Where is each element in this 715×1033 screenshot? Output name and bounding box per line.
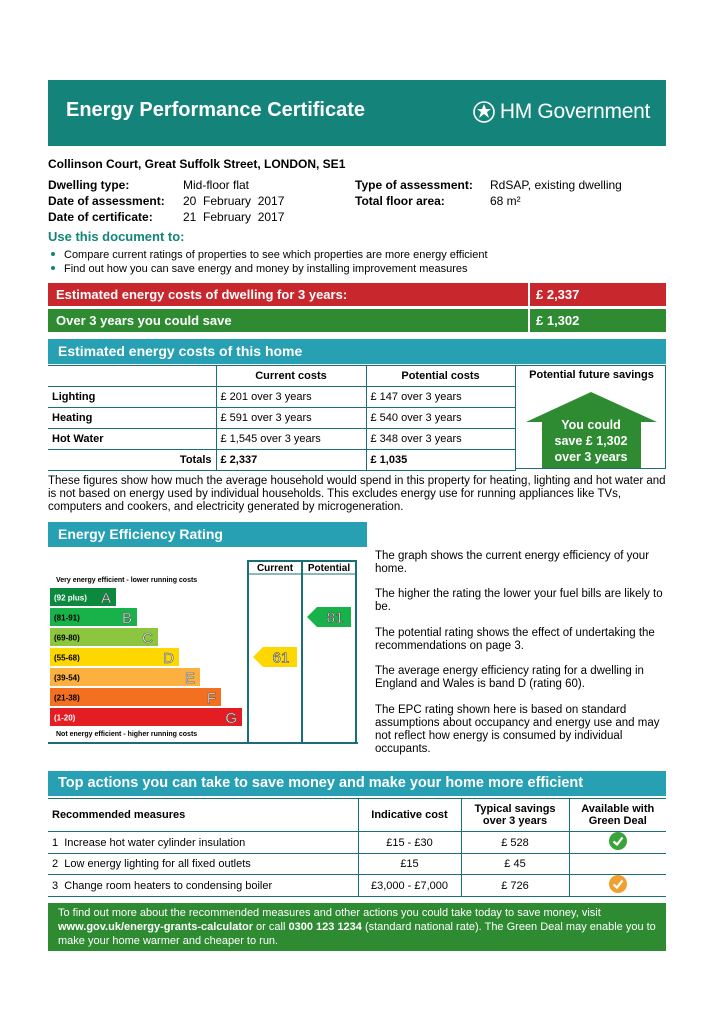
band-range-label: (39-54) <box>54 673 80 683</box>
phone-number: 0300 123 1234 <box>288 921 362 933</box>
dwelling-type-label: Dwelling type: <box>48 178 130 192</box>
table-row <box>48 875 666 897</box>
table-row <box>48 366 515 387</box>
header-savings: Typical savings over 3 years <box>461 799 569 832</box>
band-letter: A <box>100 590 111 607</box>
costs-table <box>48 365 516 471</box>
savings-house-icon <box>526 392 657 468</box>
type-assessment-value: RdSAP, existing dwelling <box>490 178 622 192</box>
estimated-cost-value: £ 2,337 <box>536 287 580 302</box>
measure-cell: 1 Increase hot water cylinder insulation <box>48 832 358 854</box>
band-range-label: (1-20) <box>54 713 76 723</box>
savings-line: over 3 years <box>554 450 628 464</box>
savings-value: £ 1,302 <box>536 313 580 328</box>
floor-area-value: 68 m² <box>490 194 521 208</box>
savings-label: Over 3 years you could save <box>56 313 232 328</box>
date-assessment-label: Date of assessment: <box>48 194 165 208</box>
band-letter: F <box>206 690 216 707</box>
measure-cell: 2 Low energy lighting for all fixed outlets <box>48 854 358 875</box>
floor-area-label: Total floor area: <box>355 194 445 208</box>
actions-section-header: Top actions you can take to save money and make your home more efficient <box>48 771 666 796</box>
band-range-label: (92 plus) <box>54 593 87 603</box>
table-row <box>48 408 515 429</box>
dwelling-type-value: Mid-floor flat <box>183 178 250 192</box>
rating-bands <box>50 588 242 727</box>
current-cost-cell: £ 591 over 3 years <box>216 408 366 429</box>
row-label: Hot Water <box>48 429 216 450</box>
use-document-title: Use this document to: <box>48 229 185 244</box>
cost-cell: £15 - £30 <box>358 832 461 854</box>
green-tick-icon <box>609 832 627 850</box>
top-efficiency-note: Very energy efficient - lower running costs <box>56 577 198 584</box>
efficiency-section-header: Energy Efficiency Rating <box>48 522 367 547</box>
efficiency-paragraph: The potential rating shows the effect of undertaking the recommendations on page 3. <box>375 627 655 652</box>
header-current-costs: Current costs <box>216 366 366 387</box>
use-bullet: Compare current ratings of properties to see which properties are more energy efficient <box>48 249 488 261</box>
saving-cell: £ 726 <box>461 875 569 897</box>
column-potential-label: Potential <box>307 563 351 574</box>
efficiency-paragraph: The average energy efficiency rating for a dwelling in England and Wales is band D (rating 60). <box>375 665 644 690</box>
band-range-label: (55-68) <box>54 653 80 663</box>
column-current-label: Current <box>256 563 294 574</box>
potential-cost-cell: £ 540 over 3 years <box>366 408 515 429</box>
savings-bar <box>48 309 666 332</box>
savings-line: You could <box>561 418 621 432</box>
property-address: Collinson Court, Great Suffolk Street, LONDON, SE1 <box>48 157 346 171</box>
table-row <box>48 450 515 471</box>
type-assessment-label: Type of assessment: <box>355 178 473 192</box>
royal-crest-icon <box>472 99 496 125</box>
measure-cell: 3 Change room heaters to condensing boiler <box>48 875 358 897</box>
efficiency-paragraph: The graph shows the current energy efficiency of your home. <box>375 550 650 575</box>
current-cost-cell: £ 201 over 3 years <box>216 387 366 408</box>
band-letter: B <box>121 610 132 627</box>
estimated-cost-label: Estimated energy costs of dwelling for 3 years: <box>56 287 348 302</box>
use-bullet: Find out how you can save energy and money by installing improvement measures <box>48 263 468 275</box>
header-potential-savings: Potential future savings <box>529 369 654 381</box>
page-title: Energy Performance Certificate <box>66 99 366 121</box>
date-assessment-value: 20 February 2017 <box>183 194 285 208</box>
totals-current: £ 2,337 <box>216 450 366 471</box>
table-row <box>48 799 666 832</box>
row-label: Heating <box>48 408 216 429</box>
cost-cell: £3,000 - £7,000 <box>358 875 461 897</box>
header-green-deal: Available with Green Deal <box>569 799 666 832</box>
green-deal-cell <box>569 854 666 875</box>
footer-note: To find out more about the recommended measures and other actions you could take today to save money, visit www.gov.uk/energy-grants-calculator or call 0300 123 1234 (standard national rate). The Green Deal may enable you to make your home warmer and cheaper to run. <box>48 903 666 951</box>
current-rating-value: 61 <box>272 649 290 667</box>
energy-grants-link[interactable]: www.gov.uk/energy-grants-calculator <box>58 921 253 933</box>
green-deal-cell <box>569 832 666 854</box>
totals-potential: £ 1,035 <box>366 450 515 471</box>
date-certificate-label: Date of certificate: <box>48 210 153 224</box>
energy-rating-chart <box>48 560 362 745</box>
potential-savings-cell <box>515 365 666 469</box>
current-cost-cell: £ 1,545 over 3 years <box>216 429 366 450</box>
band-range-label: (21-38) <box>54 693 80 703</box>
table-row <box>48 387 515 408</box>
band-range-label: (69-80) <box>54 633 80 643</box>
efficiency-paragraph: The higher the rating the lower your fuel bills are likely to be. <box>375 588 663 613</box>
band-g <box>50 708 242 726</box>
potential-cost-cell: £ 147 over 3 years <box>366 387 515 408</box>
totals-label: Totals <box>48 450 216 471</box>
header-potential-costs: Potential costs <box>366 366 515 387</box>
band-letter: C <box>142 630 153 647</box>
figures-note: These figures show how much the average household would spend in this property for heating, lighting and hot water and is not based on energy used by individual households. This excludes energy use for running appliances like TVs, computers and cookers, and electricity generated by microgeneration. <box>48 475 666 513</box>
gov-logo-text: HM Government <box>499 100 650 123</box>
table-row <box>48 429 515 450</box>
row-label: Lighting <box>48 387 216 408</box>
table-row <box>48 854 666 875</box>
potential-cost-cell: £ 348 over 3 years <box>366 429 515 450</box>
certificate-header <box>48 80 666 146</box>
bottom-efficiency-note: Not energy efficient - higher running costs <box>56 731 198 738</box>
header-measures: Recommended measures <box>48 799 358 832</box>
estimated-cost-bar <box>48 283 666 306</box>
green-deal-cell <box>569 875 666 897</box>
header-cost: Indicative cost <box>358 799 461 832</box>
band-range-label: (81-91) <box>54 613 80 623</box>
band-letter: G <box>225 710 237 727</box>
saving-cell: £ 528 <box>461 832 569 854</box>
cost-cell: £15 <box>358 854 461 875</box>
potential-rating-value: 81 <box>326 609 344 627</box>
saving-cell: £ 45 <box>461 854 569 875</box>
hm-government-logo <box>472 96 650 128</box>
date-certificate-value: 21 February 2017 <box>183 210 285 224</box>
table-row <box>48 832 666 854</box>
savings-line: save £ 1,302 <box>554 434 628 448</box>
actions-table <box>48 798 666 897</box>
costs-section-header: Estimated energy costs of this home <box>48 339 666 364</box>
orange-tick-icon <box>609 875 627 893</box>
efficiency-paragraph: The EPC rating shown here is based on standard assumptions about occupancy and energy use and may not reflect how energy is consumed by individual occupants. <box>375 704 660 755</box>
band-letter: D <box>163 650 174 667</box>
band-letter: E <box>184 670 195 687</box>
